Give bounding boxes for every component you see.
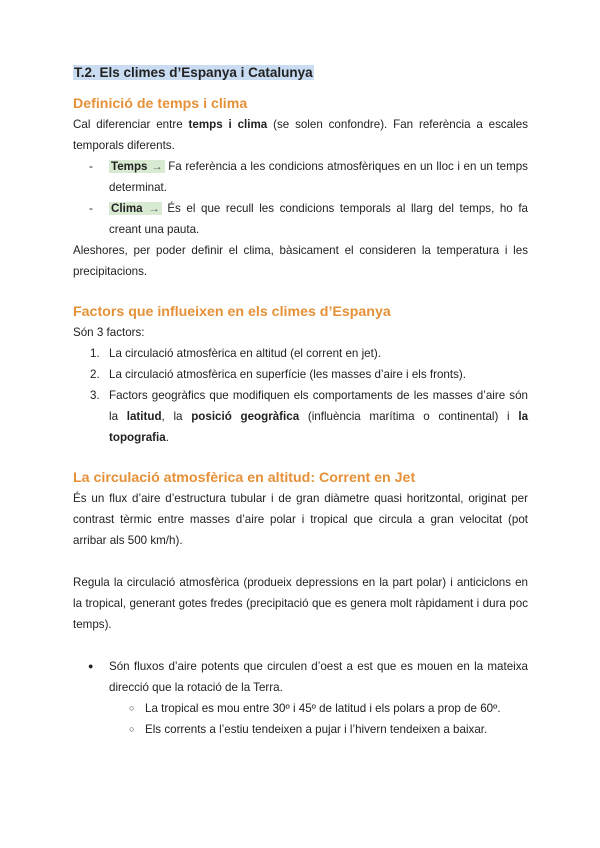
factors-intro: Són 3 factors: [73,326,145,339]
list-item [73,656,528,740]
list-number: 3. [90,389,100,402]
definition-closing: Aleshores, per poder definir el clima, bàsicament el consideren la temperatura i les precipitacions. [73,244,528,278]
document-page [73,64,528,740]
jet-paragraph-2: Regula la circulació atmosfèrica (produeix depressions en la part polar) i anticiclons en la tropical, generant gotes fredes (precipitació que es genera molt ràpidament i dura poc temps). [73,576,528,631]
sub-list-item [73,698,528,719]
section-heading-factors: Factors que influeixen en els climes d’Espanya [73,304,391,320]
bullet-text: Són fluxos d’aire potents que circulen d’oest a est que es mouen en la mateixa direcció que la rotació de la Terra. [109,660,528,694]
dash-marker: - [89,160,93,173]
term-description: És el que recull les condicions temporals al llarg del temps, ho fa creant una pauta. [109,202,528,236]
sub-bullet-text: Els corrents a l’estiu tendeixen a pujar i l’hivern tendeixen a baixar. [145,723,488,736]
spacer [73,551,528,572]
list-item [73,343,528,364]
document-title-text: T.2. Els climes d’Espanya i Catalunya [74,65,313,80]
definition-intro [73,114,528,156]
list-item [73,198,528,240]
spacer [73,282,528,302]
jet-paragraph-1: És un flux d’aire d’estructura tubular i de gran diàmetre quasi horitzontal, originat per contrast tèrmic entre masses d’aire polar i tropical que circula a gran velocitat (pot arribar als 500 km/h). [73,492,528,547]
circle-bullet-icon: ○ [129,724,135,734]
spacer [73,448,528,468]
term-description: Fa referència a les condicions atmosfèriques en un lloc i en un temps determinat. [109,160,528,194]
dash-marker: - [89,202,93,215]
section-heading-definition: Definició de temps i clima [73,96,248,112]
spacer [73,635,528,656]
term-highlight [109,202,162,215]
bold-term: latitud [126,410,162,423]
bold-term: la topografia [109,410,529,444]
list-text: , la [161,410,192,423]
factors-list [73,343,528,448]
list-text: Factors geogràfics que modifiquen els comportaments de les masses d’aire són la [109,389,528,423]
list-text: (influència marítima o continental) i [299,410,519,423]
term-highlight [109,160,165,173]
bullet-icon: ● [88,661,94,671]
list-item [73,385,528,448]
arrow-icon: → [148,202,160,215]
bold-term: posició geogràfica [191,410,300,423]
intro-text: Cal diferenciar entre [73,118,189,131]
list-number: 2. [90,368,100,381]
list-number: 1. [90,347,100,360]
term-label: Clima [111,202,143,215]
term-label: Temps [111,160,148,173]
list-text: La circulació atmosfèrica en superfície (les masses d’aire i els fronts). [109,368,466,381]
definition-list [73,156,528,240]
list-text: . [165,431,169,444]
jet-bullet-list [73,656,528,740]
intro-bold: temps i clima [188,118,268,131]
list-item [73,364,528,385]
document-title [73,64,528,82]
section-heading-jet: La circulació atmosfèrica en altitud: Corrent en Jet [73,470,416,486]
list-text: La circulació atmosfèrica en altitud (el corrent en jet). [109,347,381,360]
intro-text-end: (se solen confondre). Fan referència a escales temporals diferents. [73,118,528,152]
arrow-icon: → [151,160,163,173]
list-item [73,156,528,198]
sub-list-item [73,719,528,740]
circle-bullet-icon: ○ [129,703,135,713]
jet-sub-list [109,698,528,740]
sub-bullet-text: La tropical es mou entre 30º i 45º de latitud i els polars a prop de 60º. [145,702,501,715]
